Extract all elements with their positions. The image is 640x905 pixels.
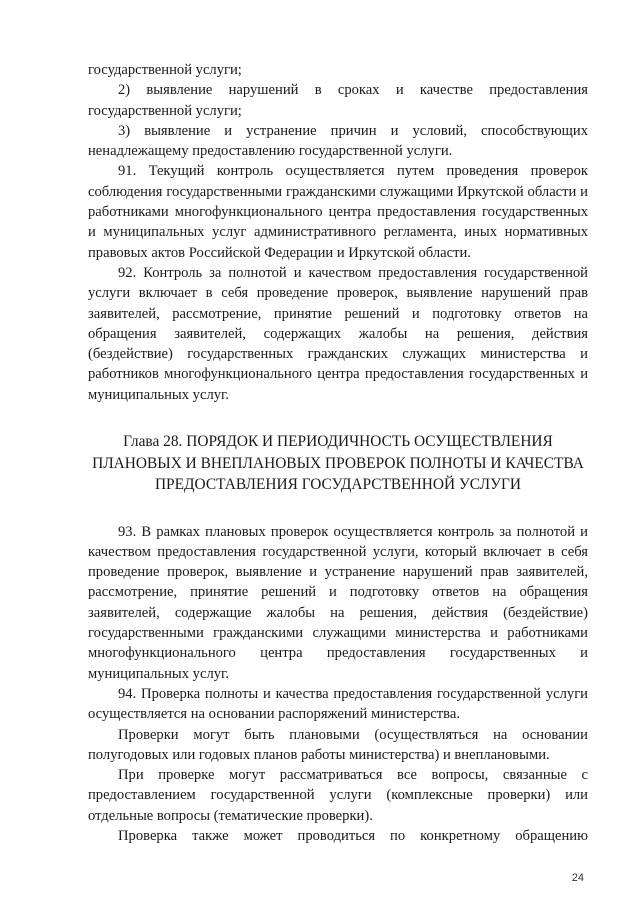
chapter-heading-line: ПЛАНОВЫХ И ВНЕПЛАНОВЫХ ПРОВЕРОК ПОЛНОТЫ И КАЧЕСТВА — [92, 454, 584, 472]
list-item-2: 2) выявление нарушений в сроках и качестве предоставления государственной услуги; — [88, 82, 588, 119]
paragraph-94: 94. Проверка полноты и качества предоставления государственной услуги осуществляется на основании распоряжений министерства. — [88, 685, 588, 723]
paragraph-inspections-types: Проверки могут быть плановыми (осуществляться на основании полугодовых или годовых планов работы министерства) и внеплановыми. — [88, 726, 588, 763]
chapter-heading-line: ПРЕДОСТАВЛЕНИЯ ГОСУДАРСТВЕННОЙ УСЛУГИ — [154, 476, 522, 494]
paragraph-92: 92. Контроль за полнотой и качеством предоставления государственной услуги включает в себя проведение проверок, выявление нарушений прав заявителей, рассмотрение, принятие решений и подготовку ответов на обращения заявителей, содержащих жалобы на решения, действия (бездействие) государственных гражданских служащих министерства и работников многофункционального центра предоставления государственных и муниципальных услуг. — [88, 264, 588, 403]
paragraph-continuation: государственной услуги; — [88, 62, 242, 78]
paragraph-91: 91. Текущий контроль осуществляется путем проведения проверок соблюдения государственными гражданскими служащими Иркутской области и работниками многофункционального центра предоставления государственных и муниципальных услуг административного регламента, иных нормативных правовых актов Российской Федерации и Иркутской области. — [88, 163, 589, 261]
paragraph-inspection-questions: При проверке могут рассматриваться все вопросы, связанные с предоставлением государственной услуги (комплексные проверки) или отдельные вопросы (тематические проверки). — [88, 767, 588, 824]
chapter-heading — [88, 431, 588, 496]
document-body — [88, 60, 588, 846]
page-number: 24 — [571, 872, 584, 884]
paragraph-specific-appeal: Проверка также может проводиться по конкретному обращению — [118, 828, 588, 844]
chapter-heading-line: Глава 28. ПОРЯДОК И ПЕРИОДИЧНОСТЬ ОСУЩЕСТВЛЕНИЯ — [123, 433, 553, 451]
list-item-3: 3) выявление и устранение причин и условий, способствующих ненадлежащему предоставлению государственной услуги. — [88, 122, 588, 160]
paragraph-93: 93. В рамках плановых проверок осуществляется контроль за полнотой и качеством предоставления государственной услуги, который включает в себя проведение проверок, выявление и устранение нарушений прав заявителей, рассмотрение, принятие решений и подготовку ответов на обращения заявителей, содержащие жалобы на решения, действия (бездействие) государственными гражданскими служащими министерства и работниками многофункционального центра предоставления государственных и муниципальных услуг. — [88, 523, 588, 682]
